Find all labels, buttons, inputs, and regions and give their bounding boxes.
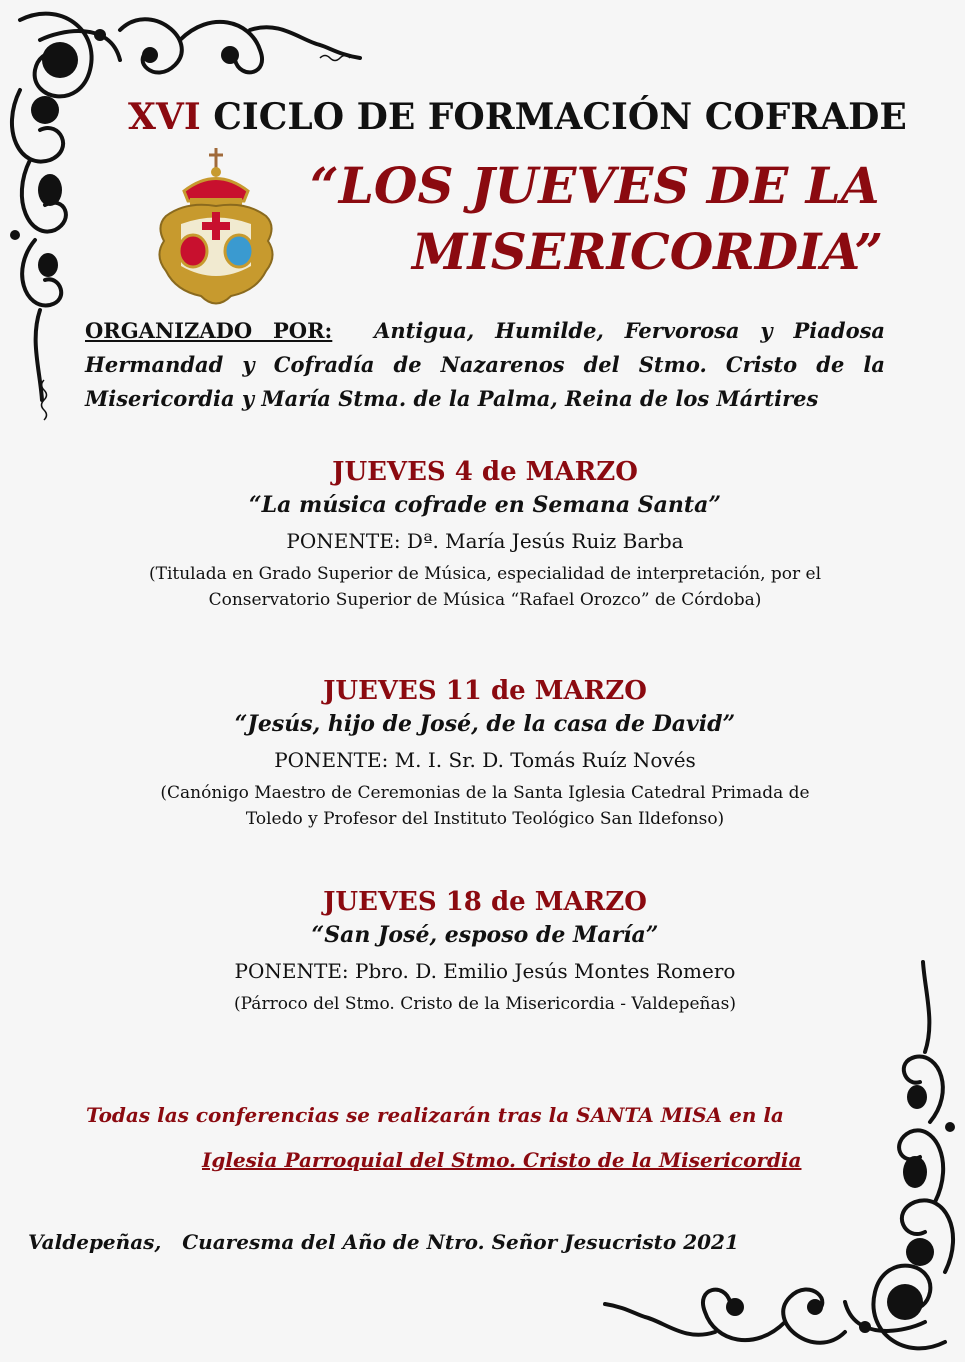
event-bio-line2: Conservatorio Superior de Música “Rafael Orozco” de Córdoba)	[208, 590, 762, 610]
event-date: JUEVES 18 de MARZO	[323, 887, 647, 917]
event-speaker: PONENTE: Pbro. D. Emilio Jesús Montes Romero	[234, 959, 736, 983]
organizer-block	[85, 314, 885, 416]
event-date: JUEVES 4 de MARZO	[332, 457, 638, 487]
cycle-heading	[128, 96, 958, 138]
event-date: JUEVES 11 de MARZO	[323, 676, 647, 706]
edition-number: XVI	[128, 96, 201, 138]
organizer-text: Antigua, Humilde, Fervorosa y Piadosa Hermandad y Cofradía de Nazarenos del Stmo. Cristo de la Misericordia y María Stma. de la Palma, Reina de los Mártires	[85, 318, 886, 411]
event-topic: “San José, esposo de María”	[311, 922, 659, 948]
mass-note-line2: Iglesia Parroquial del Stmo. Cristo de la Misericordia	[202, 1148, 802, 1172]
event-speaker: PONENTE: Dª. María Jesús Ruiz Barba	[286, 529, 684, 553]
event-bio-line1: (Canónigo Maestro de Ceremonias de la Santa Iglesia Catedral Primada de	[160, 783, 810, 803]
footer-place-date: Valdepeñas, Cuaresma del Año de Ntro. Señor Jesucristo 2021	[28, 1230, 739, 1254]
mass-note-line1: Todas las conferencias se realizarán tras la SANTA MISA en la	[86, 1103, 784, 1127]
event-speaker: PONENTE: M. I. Sr. D. Tomás Ruíz Novés	[274, 748, 696, 772]
organizer-label: ORGANIZADO POR:	[85, 318, 333, 343]
brotherhood-crest-icon	[146, 146, 286, 311]
event-3	[60, 885, 910, 1017]
event-topic: “Jesús, hijo de José, de la casa de David”	[234, 711, 736, 737]
event-topic: “La música cofrade en Semana Santa”	[249, 492, 721, 518]
cycle-title: CICLO DE FORMACIÓN COFRADE	[213, 96, 907, 138]
event-bio-line1: (Titulada en Grado Superior de Música, especialidad de interpretación, por el	[148, 564, 822, 584]
main-title-line1: “LOS JUEVES DE LA	[310, 156, 880, 215]
event-1	[60, 455, 910, 613]
main-title-line2: MISERICORDIA”	[412, 222, 884, 281]
event-2	[60, 674, 910, 832]
event-bio-line2: Toledo y Profesor del Instituto Teológico San Ildefonso)	[245, 809, 725, 829]
event-bio-line1: (Párroco del Stmo. Cristo de la Misericordia - Valdepeñas)	[234, 994, 736, 1014]
